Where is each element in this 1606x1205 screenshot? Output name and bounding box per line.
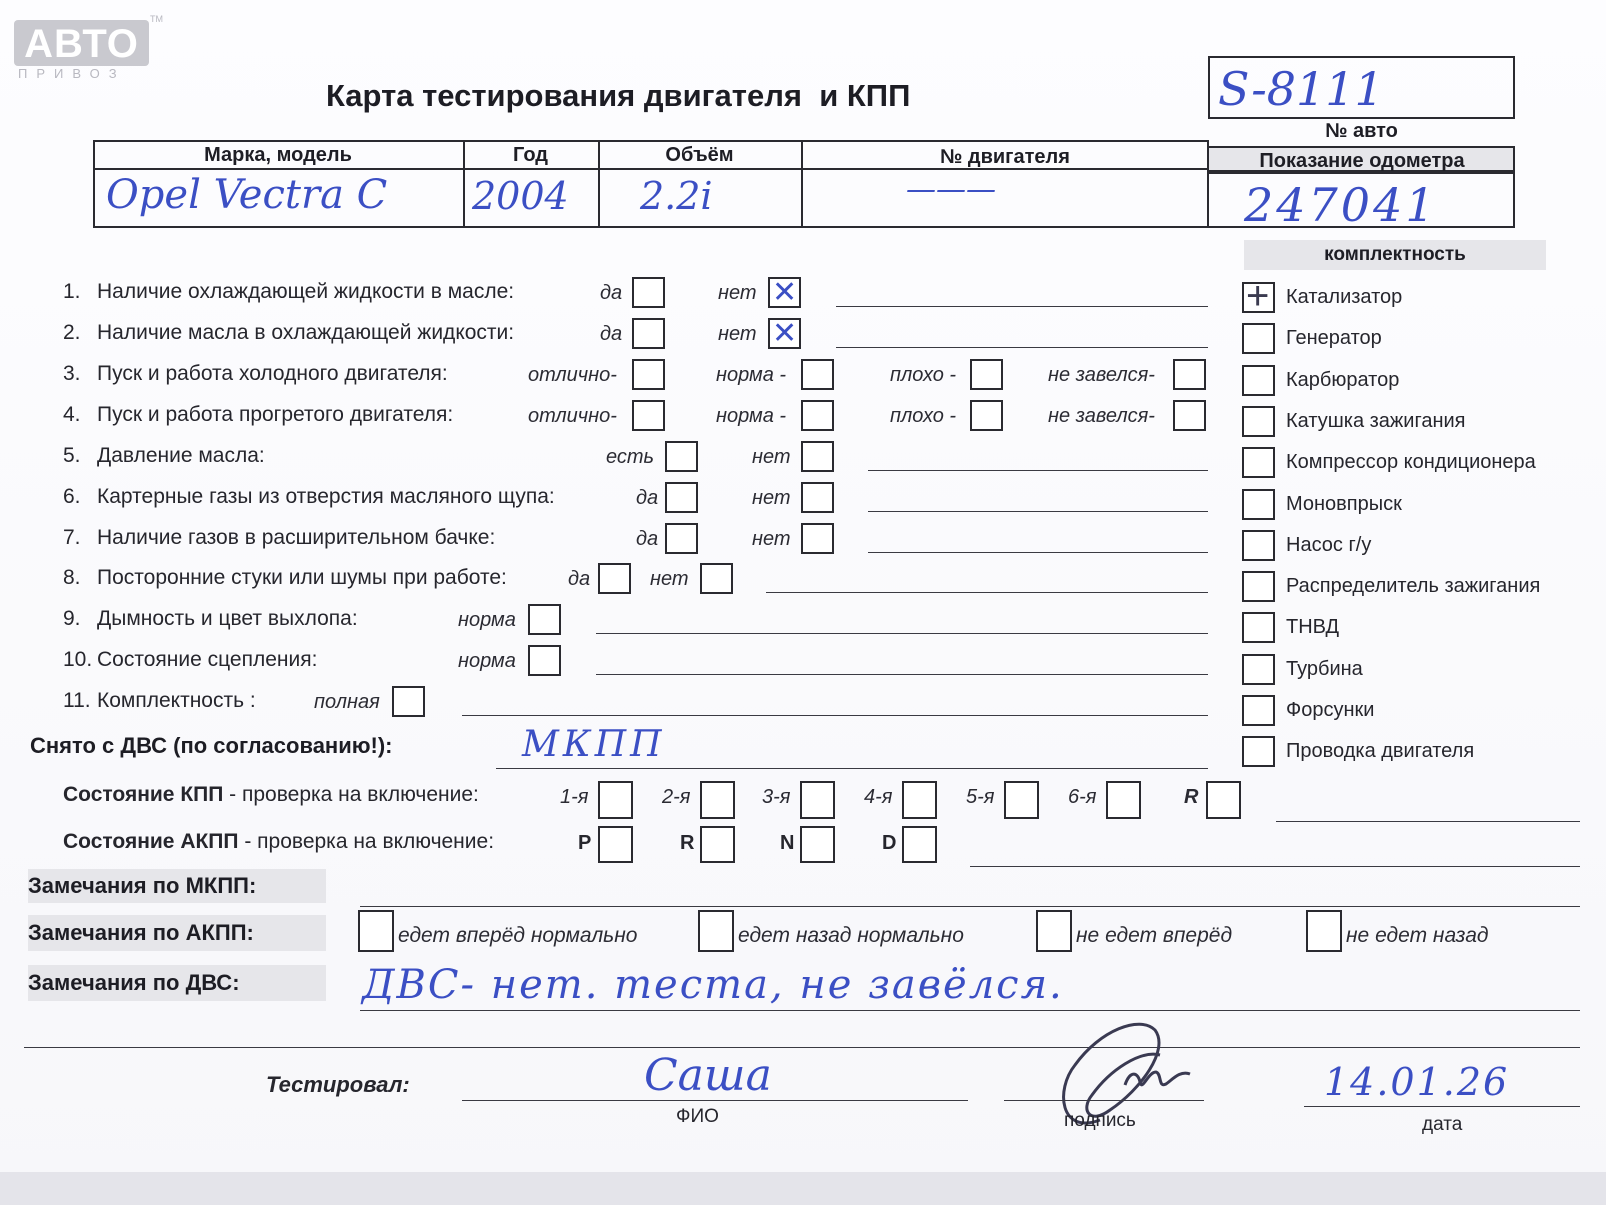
- check-remark-line: [868, 511, 1208, 512]
- completeness-checkbox[interactable]: [1242, 406, 1275, 437]
- remarks-dvs-line: [360, 1010, 1580, 1011]
- logo-tm: TM: [150, 14, 163, 24]
- akpp-gear-label: N: [780, 832, 795, 854]
- completeness-item-label: Катушка зажигания: [1286, 409, 1466, 432]
- check-number: 7.: [63, 526, 81, 549]
- kpp-gear-checkbox[interactable]: [1206, 781, 1241, 819]
- tested-by-label: Тестировал:: [266, 1072, 410, 1097]
- check-option-checkbox[interactable]: [801, 523, 834, 554]
- removed-value: МКПП: [522, 724, 666, 765]
- check-number: 8.: [63, 566, 81, 589]
- check-option-checkbox[interactable]: [1173, 359, 1206, 390]
- akpp-label: [63, 830, 494, 854]
- date-line: [1304, 1106, 1580, 1107]
- akpp-remark-checkbox[interactable]: [358, 910, 394, 952]
- akpp-remark-checkbox[interactable]: [698, 910, 734, 952]
- kpp-gear-checkbox[interactable]: [800, 781, 835, 819]
- kpp-gear-checkbox[interactable]: [700, 781, 735, 819]
- check-number: 4.: [63, 403, 81, 426]
- kpp-gear-label: 3-я: [762, 786, 791, 808]
- check-option-label: нет: [718, 323, 757, 345]
- date-label: дата: [1422, 1114, 1463, 1135]
- check-option-label: да: [568, 568, 591, 590]
- kpp-gear-label: 6-я: [1068, 786, 1097, 808]
- completeness-item-label: Турбина: [1286, 657, 1363, 680]
- check-number: 11.: [63, 689, 91, 712]
- check-option-checkbox[interactable]: [801, 441, 834, 472]
- akpp-gear-checkbox[interactable]: [700, 826, 735, 863]
- logo-main-text: АВТО: [24, 22, 139, 66]
- kpp-gear-label: 2-я: [662, 786, 691, 808]
- akpp-gear-label: P: [578, 832, 592, 854]
- akpp-gear-checkbox[interactable]: [598, 826, 633, 863]
- check-label: Посторонние стуки или шумы при работе:: [97, 566, 507, 589]
- akpp-remark-label: едет назад нормально: [738, 924, 964, 947]
- paper-bottom-edge: [0, 1172, 1606, 1205]
- removed-label: Снято с ДВС (по согласованию!):: [30, 733, 393, 758]
- check-option-checkbox[interactable]: [632, 318, 665, 349]
- kpp-gear-label: 1-я: [560, 786, 589, 808]
- check-option-checkbox[interactable]: [970, 400, 1003, 431]
- completeness-checkbox[interactable]: [1242, 323, 1275, 354]
- check-option-checkbox[interactable]: [970, 359, 1003, 390]
- check-number: 10.: [63, 648, 93, 671]
- completeness-checkbox[interactable]: [1242, 274, 1275, 318]
- kpp-label-rest: - проверка на включение:: [223, 783, 479, 806]
- kpp-gear-label: R: [1184, 786, 1199, 808]
- check-number: 9.: [63, 607, 81, 630]
- engine-no-value: ———: [906, 172, 996, 207]
- kpp-gear-checkbox[interactable]: [598, 781, 633, 819]
- fio-line: [462, 1100, 968, 1101]
- check-option-checkbox[interactable]: [392, 686, 425, 717]
- check-remark-line: [868, 552, 1208, 553]
- check-number: 2.: [63, 321, 81, 344]
- check-label: Наличие масла в охлаждающей жидкости:: [97, 321, 515, 344]
- check-label: Дымность и цвет выхлопа:: [97, 607, 358, 630]
- check-option-checkbox[interactable]: [528, 645, 561, 676]
- completeness-title: комплектность: [1244, 240, 1546, 270]
- check-option-label: отлично-: [528, 405, 617, 427]
- akpp-gear-checkbox[interactable]: [902, 826, 937, 863]
- completeness-item-label: Распределитель зажигания: [1286, 575, 1541, 598]
- check-option-label: не завелся-: [1048, 405, 1155, 427]
- check-label: Наличие газов в расширительном бачке:: [97, 526, 496, 549]
- check-label: Картерные газы из отверстия масляного щупа:: [97, 485, 555, 508]
- completeness-checkbox[interactable]: [1242, 654, 1275, 685]
- check-label: Пуск и работа холодного двигателя:: [97, 362, 448, 385]
- remarks-extra-line: [24, 1047, 1580, 1048]
- completeness-item-label: Генератор: [1286, 327, 1382, 350]
- col-model-header: Марка, модель: [204, 144, 352, 166]
- check-option-checkbox[interactable]: [1173, 400, 1206, 431]
- remarks-dvs-label: Замечания по ДВС:: [28, 965, 326, 1001]
- check-remark-line: [868, 470, 1208, 471]
- completeness-item-label: Катализатор: [1286, 286, 1403, 308]
- date-value: 14.01.26: [1324, 1060, 1510, 1104]
- check-option-label: плохо -: [890, 364, 957, 386]
- check-option-checkbox[interactable]: [632, 359, 665, 390]
- removed-line: [496, 768, 1208, 769]
- kpp-line: [1276, 821, 1580, 822]
- page-title: Карта тестирования двигателя и КПП: [326, 78, 911, 113]
- check-option-label: не завелся-: [1048, 364, 1155, 386]
- car-number-label: № авто: [1325, 120, 1398, 142]
- check-mark-icon: ✕: [772, 316, 798, 351]
- check-option-label: норма: [458, 650, 516, 672]
- completeness-item-label: ТНВД: [1286, 616, 1340, 639]
- check-option-label: нет: [752, 487, 791, 509]
- completeness-checkbox[interactable]: [1242, 447, 1275, 478]
- check-label: Давление масла:: [97, 444, 265, 467]
- signature-line: [1004, 1100, 1204, 1101]
- check-remark-line: [596, 633, 1208, 634]
- kpp-gear-checkbox[interactable]: [902, 781, 937, 819]
- check-label: Наличие охлаждающей жидкости в масле:: [97, 280, 515, 303]
- check-option-checkbox[interactable]: [665, 441, 698, 472]
- kpp-gear-checkbox[interactable]: [1106, 781, 1141, 819]
- check-option-checkbox[interactable]: [801, 400, 834, 431]
- akpp-remark-checkbox[interactable]: [1306, 910, 1342, 952]
- akpp-gear-checkbox[interactable]: [800, 826, 835, 863]
- completeness-item-label: Компрессор кондиционера: [1286, 451, 1536, 474]
- kpp-gear-label: 5-я: [966, 786, 995, 808]
- check-remark-line: [462, 715, 1208, 716]
- kpp-label: [63, 783, 479, 807]
- remarks-akpp-label: Замечания по АКПП:: [28, 915, 326, 951]
- check-option-checkbox[interactable]: [665, 523, 698, 554]
- check-option-checkbox[interactable]: [801, 359, 834, 390]
- check-mark-icon: ✕: [772, 275, 798, 310]
- completeness-checkbox[interactable]: [1242, 571, 1275, 602]
- kpp-label-bold: Состояние КПП: [63, 783, 224, 806]
- remarks-dvs-value: ДВС- нет. теста, не завёлся.: [362, 962, 1064, 1008]
- completeness-checkbox[interactable]: [1242, 612, 1275, 643]
- avto-privoz-logo: [14, 20, 149, 66]
- check-option-checkbox[interactable]: [801, 482, 834, 513]
- volume-value: 2.2i: [640, 174, 713, 218]
- completeness-item-label: Моновпрыск: [1286, 492, 1402, 515]
- kpp-gear-checkbox[interactable]: [1004, 781, 1039, 819]
- remarks-mkpp-label: Замечания по МКПП:: [28, 869, 326, 903]
- check-option-checkbox[interactable]: [768, 318, 801, 349]
- completeness-item-label: Проводка двигателя: [1286, 740, 1475, 763]
- check-option-label: норма -: [716, 405, 787, 427]
- akpp-remark-label: не едет вперёд: [1076, 924, 1233, 947]
- check-number: 6.: [63, 485, 81, 508]
- logo-sub-text: ПРИВОЗ: [18, 66, 126, 81]
- check-label: Состояние сцепления:: [97, 648, 318, 671]
- check-option-label: да: [636, 528, 659, 550]
- check-number: 5.: [63, 444, 81, 467]
- akpp-line: [970, 866, 1580, 867]
- check-option-label: да: [636, 487, 659, 509]
- check-option-label: да: [600, 282, 623, 304]
- odometer-value: 247041: [1244, 178, 1438, 232]
- check-remark-line: [596, 674, 1208, 675]
- completeness-checkbox[interactable]: [1242, 365, 1275, 396]
- check-option-label: нет: [650, 568, 689, 590]
- check-option-label: норма: [458, 609, 516, 631]
- fio-label: ФИО: [676, 1106, 719, 1127]
- check-label: Пуск и работа прогретого двигателя:: [97, 403, 454, 426]
- col-volume-header: Объём: [665, 144, 734, 166]
- check-option-checkbox[interactable]: [528, 604, 561, 635]
- akpp-remark-label: едет вперёд нормально: [398, 924, 638, 947]
- completeness-checkbox[interactable]: [1242, 736, 1275, 767]
- year-value: 2004: [472, 174, 569, 218]
- akpp-gear-label: R: [680, 832, 695, 854]
- check-remark-line: [836, 306, 1208, 307]
- check-option-label: нет: [752, 528, 791, 550]
- plus-mark-icon: +: [1246, 274, 1270, 318]
- akpp-label-rest: - проверка на включение:: [238, 830, 495, 853]
- completeness-item-label: Форсунки: [1286, 699, 1375, 721]
- remarks-mkpp-line: [360, 906, 1580, 907]
- check-option-checkbox[interactable]: [598, 563, 631, 594]
- akpp-remark-label: не едет назад: [1346, 924, 1489, 947]
- check-option-label: плохо -: [890, 405, 957, 427]
- check-option-label: норма -: [716, 364, 787, 386]
- odometer-label: Показание одометра: [1259, 150, 1465, 172]
- completeness-item-label: Карбюратор: [1286, 368, 1400, 391]
- completeness-item-label: Насос г/у: [1286, 533, 1372, 556]
- check-number: 1.: [63, 280, 81, 303]
- check-remark-line: [766, 592, 1208, 593]
- check-option-label: полная: [314, 691, 380, 713]
- completeness-checkbox[interactable]: [1242, 530, 1275, 561]
- check-option-checkbox[interactable]: [632, 277, 665, 308]
- kpp-gear-label: 4-я: [864, 786, 893, 808]
- car-number-value: S-8111: [1218, 62, 1384, 116]
- model-value: Opel Vectra C: [106, 172, 388, 218]
- check-number: 3.: [63, 362, 81, 385]
- check-label: Комплектность :: [97, 689, 256, 712]
- check-option-label: да: [600, 323, 623, 345]
- col-engine-header: № двигателя: [940, 146, 1070, 168]
- check-option-label: нет: [752, 446, 791, 468]
- col-year-header: Год: [513, 144, 548, 166]
- completeness-checkbox[interactable]: [1242, 489, 1275, 520]
- akpp-gear-label: D: [882, 832, 897, 854]
- check-option-checkbox[interactable]: [632, 400, 665, 431]
- check-remark-line: [836, 347, 1208, 348]
- check-option-label: есть: [606, 446, 655, 468]
- signature-label: подпись: [1064, 1110, 1136, 1131]
- check-option-label: отлично-: [528, 364, 617, 386]
- akpp-label-bold: Состояние АКПП: [63, 830, 239, 853]
- check-option-checkbox[interactable]: [768, 277, 801, 308]
- akpp-remark-checkbox[interactable]: [1036, 910, 1072, 952]
- completeness-checkbox[interactable]: [1242, 695, 1275, 726]
- tester-name: Саша: [644, 1050, 772, 1101]
- check-option-checkbox[interactable]: [665, 482, 698, 513]
- check-option-checkbox[interactable]: [700, 563, 733, 594]
- check-option-label: нет: [718, 282, 757, 304]
